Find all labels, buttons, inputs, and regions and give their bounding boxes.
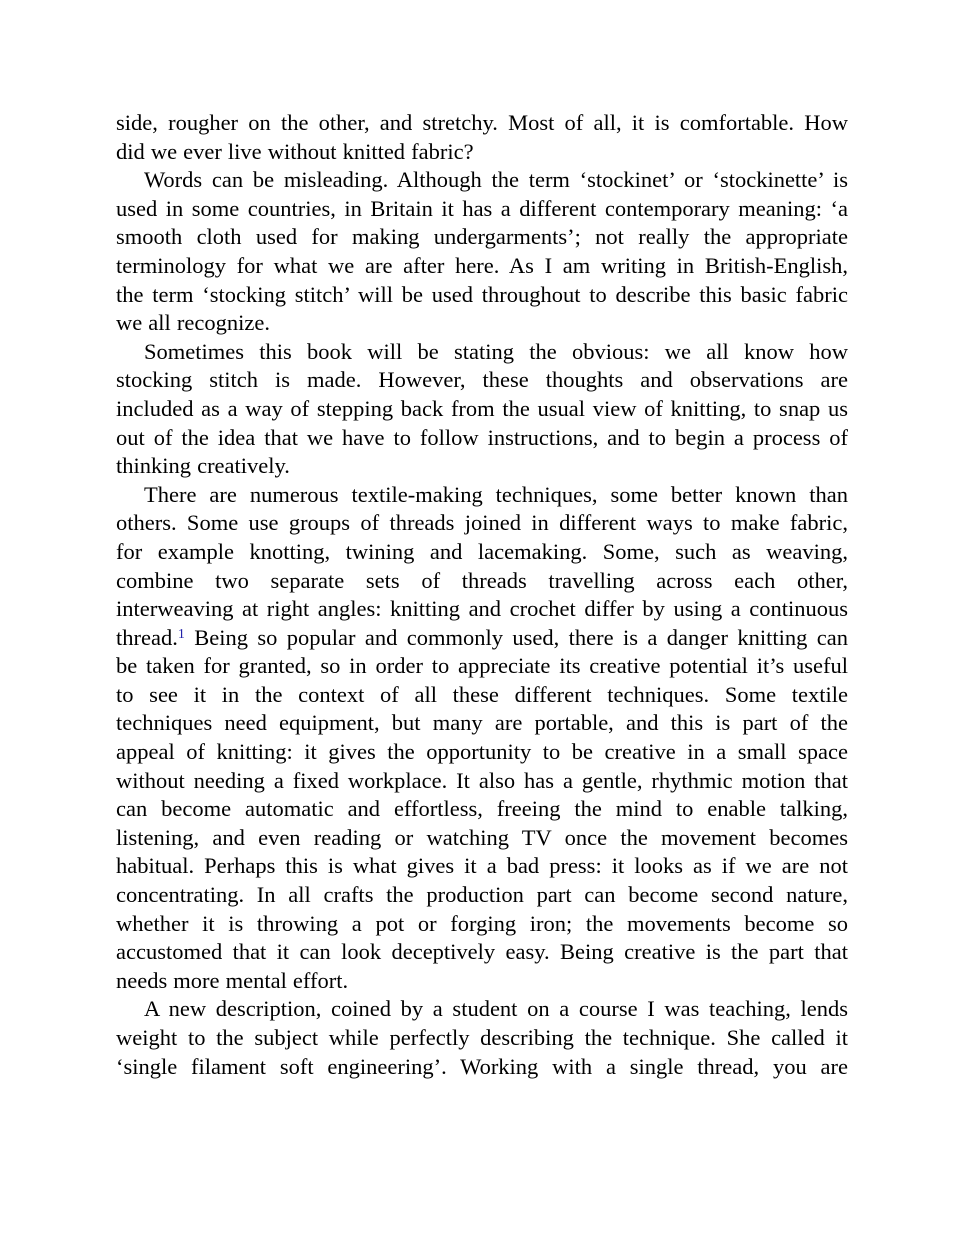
text-line: habitual. Perhaps this is what gives it a bad press: it looks as if we are not <box>116 853 848 879</box>
text-line: accustomed that it can look deceptively easy. Being creative is the part that <box>116 939 848 965</box>
text-line: included as a way of stepping back from the usual view of knitting, to snap us <box>116 395 848 421</box>
text-line: can become automatic and effortless, freeing the mind to enable talking, <box>116 796 848 822</box>
text-segment: thread. <box>116 624 178 650</box>
text-line: the term ‘stocking stitch’ will be used throughout to describe this basic fabric <box>116 281 848 307</box>
text-line-with-footnote <box>116 624 848 653</box>
text-line: needs more mental effort. <box>116 967 349 993</box>
text-line: Sometimes this book will be stating the obvious: we all know how <box>144 338 848 364</box>
text-line: others. Some use groups of threads joined in different ways to make fabric, <box>116 510 848 536</box>
text-line: whether it is throwing a pot or forging iron; the movements become so <box>116 910 848 936</box>
text-line: we all recognize. <box>116 310 270 336</box>
text-line: terminology for what we are after here. As I am writing in British-English, <box>116 252 848 278</box>
paragraph <box>116 481 848 996</box>
text-line: used in some countries, in Britain it has a different contemporary meaning: ‘a <box>116 195 848 221</box>
footnote-link-1[interactable]: 1 <box>177 626 185 642</box>
text-line: A new description, coined by a student on a course I was teaching, lends <box>144 996 848 1022</box>
text-line: interweaving at right angles: knitting and crochet differ by using a continuous <box>116 596 848 622</box>
text-line: weight to the subject while perfectly describing the technique. She called it <box>116 1025 848 1050</box>
text-line: did we ever live without knitted fabric? <box>116 138 474 164</box>
text-line: Words can be misleading. Although the term ‘stockinet’ or ‘stockinette’ is <box>144 167 848 193</box>
text-line: concentrating. In all crafts the production part can become second nature, <box>116 882 848 908</box>
paragraph <box>116 166 848 338</box>
text-line: be taken for granted, so in order to appreciate its creative potential it’s useful <box>116 653 848 679</box>
book-page-text-block <box>116 109 848 1081</box>
text-line: stocking stitch is made. However, these thoughts and observations are <box>116 367 848 393</box>
text-line: ‘single filament soft engineering’. Working with a single thread, you are <box>116 1053 848 1079</box>
paragraph <box>116 995 848 1081</box>
text-line: thinking creatively. <box>116 453 290 479</box>
paragraph <box>116 109 848 166</box>
paragraph <box>116 338 848 481</box>
text-line: smooth cloth used for making undergarments’; not really the appropriate <box>116 224 848 250</box>
text-line: for example knotting, twining and lacemaking. Some, such as weaving, <box>116 538 848 564</box>
text-line: There are numerous textile-making techniques, some better known than <box>144 481 848 507</box>
text-line: without needing a fixed workplace. It also has a gentle, rhythmic motion that <box>116 767 848 793</box>
text-segment: Being so popular and commonly used, there is a danger knitting can <box>184 624 848 650</box>
text-line: out of the idea that we have to follow instructions, and to begin a process of <box>116 424 848 450</box>
text-line: techniques need equipment, but many are portable, and this is part of the <box>116 710 848 736</box>
text-line: listening, and even reading or watching TV once the movement becomes <box>116 824 848 850</box>
text-line: appeal of knitting: it gives the opportunity to be creative in a small space <box>116 739 848 765</box>
text-line: side, rougher on the other, and stretchy. Most of all, it is comfortable. How <box>116 110 848 135</box>
text-line: combine two separate sets of threads travelling across each other, <box>116 567 848 593</box>
text-line: to see it in the context of all these different techniques. Some textile <box>116 681 848 707</box>
